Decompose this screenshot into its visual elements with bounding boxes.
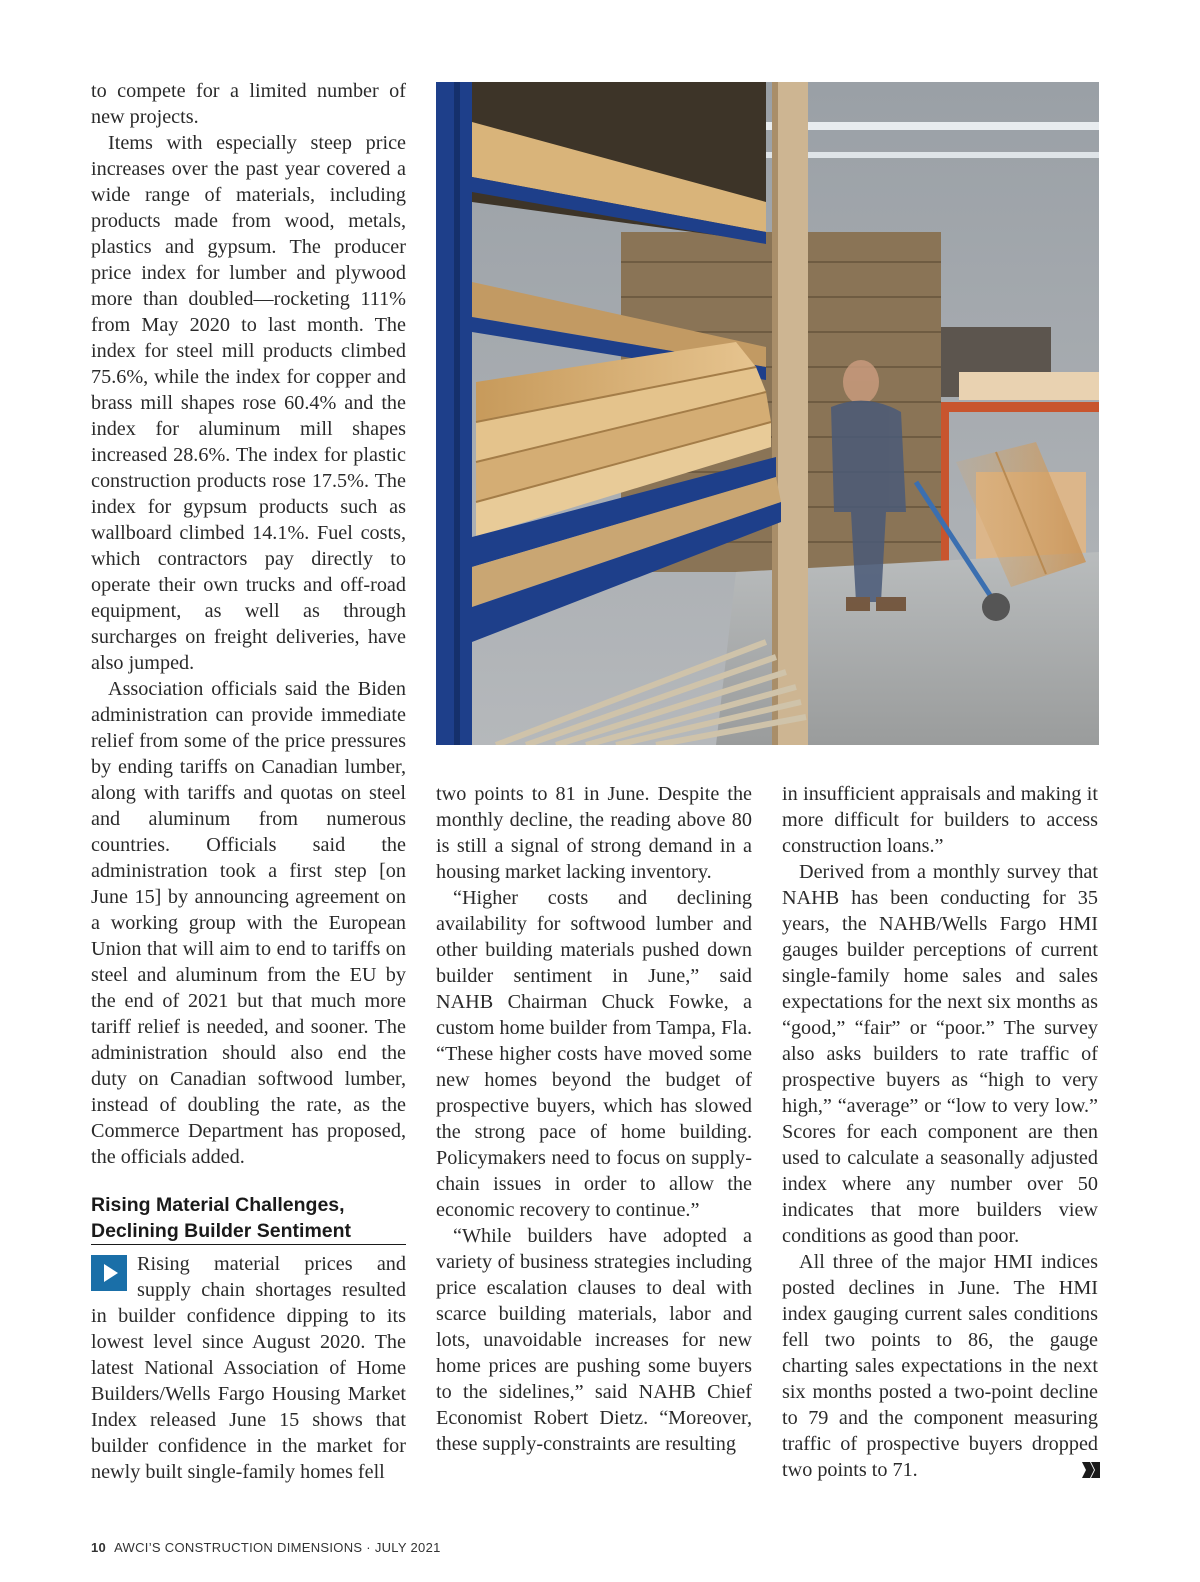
page-footer — [91, 1540, 441, 1555]
column-shadow — [772, 82, 778, 745]
middle-column — [436, 781, 752, 1457]
page-number: 10 — [91, 1540, 107, 1555]
right-paragraph-2: Derived from a monthly survey that NAHB has been conducting for 35 years, the NAHB/Wells Fargo HMI gauges builder perceptions of current single-family home sales and sales expectations for the next six months as “good,” “fair” or “poor.” The survey also asks builders to rate traffic of prospective buyers as “high to very high,” “average” or “low to very low.” Scores for each component are then used to calculate a seasonally adjusted index where any number over 50 indicates that more builders view conditions as good than poor. — [782, 861, 1098, 1247]
left-paragraph-1: to compete for a limited number of new projects. — [91, 80, 406, 128]
left-paragraph-3: Association officials said the Biden administration can provide immediate relief from some of the price pressures by ending tariffs on Canadian lumber, along with tariffs and quotas on steel and aluminum from numerous countries. Officials said the administration took a first step [on June 15] by announcing agreement on a working group with the European Union that will aim to end to tariffs on steel and aluminum from the EU by the end of 2021 but that much more tariff relief is needed, and sooner. The administration should also end the duty on Canadian softwood lumber, instead of doubling the rate, as the Commerce Department has proposed, the officials added. — [91, 678, 406, 1168]
play-arrow-icon — [91, 1255, 127, 1291]
warehouse-illustration — [436, 82, 1099, 745]
red-rack-post — [941, 402, 949, 572]
middle-paragraph-1: two points to 81 in June. Despite the monthly decline, the reading above 80 is still a signal of strong demand in a housing market lacking inventory. — [436, 783, 752, 883]
board-on-rack — [959, 372, 1099, 400]
left-paragraph-4 — [91, 1251, 406, 1485]
blue-rack-post-edge — [454, 82, 460, 745]
subhead-line-2: Declining Builder Sentiment — [91, 1218, 406, 1245]
right-column — [782, 781, 1098, 1483]
continue-arrow-icon — [1082, 1462, 1100, 1478]
wooden-column — [776, 82, 808, 745]
left-paragraph-2: Items with especially steep price increases over the past year covered a wide range of materials, including products made from wood, metals, plastics and gypsum. The producer price index for lumber and plywood more than doubled—rocketing 111% from May 2020 to last month. The index for steel mill products climbed 75.6%, while the index for copper and brass mill shapes rose 60.4% and the index for aluminum mill shapes increased 28.6%. The index for plastic construction products rose 17.5%. The index for gypsum products such as wallboard climbed 14.1%. Fuel costs, which contractors pay directly to operate their own trucks and off-road equipment, as well as through surcharges on freight deliveries, have also jumped. — [91, 132, 406, 674]
right-paragraph-3: All three of the major HMI indices posted declines in June. The HMI index gauging current sales conditions fell two points to 86, the gauge charting sales expectations in the next six months posted a two-point decline to 79 and the component measuring traffic of prospective buyers dropped two points to 71. — [782, 1251, 1098, 1481]
subhead-line-1: Rising Material Challenges, — [91, 1194, 345, 1216]
middle-paragraph-2: “Higher costs and declining availability for softwood lumber and other building materials pushed down builder sentiment in June,” said NAHB Chairman Chuck Fowke, a custom home builder from Tampa, Fla. “These higher costs have moved some new homes beyond the budget of prospective buyers, which has slowed the strong pace of home building. Policymakers need to focus on supply-chain issues in order to allow the economic recovery to continue.” — [436, 887, 752, 1221]
publication-name: AWCI’S CONSTRUCTION DIMENSIONS · JULY 2021 — [114, 1540, 441, 1555]
red-rack-beam — [941, 402, 1099, 412]
middle-paragraph-3: “While builders have adopted a variety of business strategies including price escalation clauses to deal with scarce building materials, labor and lots, unavoidable increases for new home prices are pushing some buyers to the sidelines,” said NAHB Chief Economist Robert Dietz. “Moreover, these supply-constraints are resulting — [436, 1225, 752, 1455]
right-paragraph-1: in insufficient appraisals and making it more difficult for builders to access construction loans.” — [782, 783, 1098, 857]
warehouse-photo — [436, 82, 1099, 745]
left-paragraph-4-text: Rising material prices and supply chain shortages resulted in builder confidence dipping to its lowest level since August 2020. The latest National Association of Home Builders/Wells Fargo Housing Market Index released June 15 shows that builder confidence in the market for newly built single-family homes fell — [91, 1253, 406, 1483]
section-subhead — [91, 1192, 406, 1245]
left-column — [91, 78, 406, 1485]
